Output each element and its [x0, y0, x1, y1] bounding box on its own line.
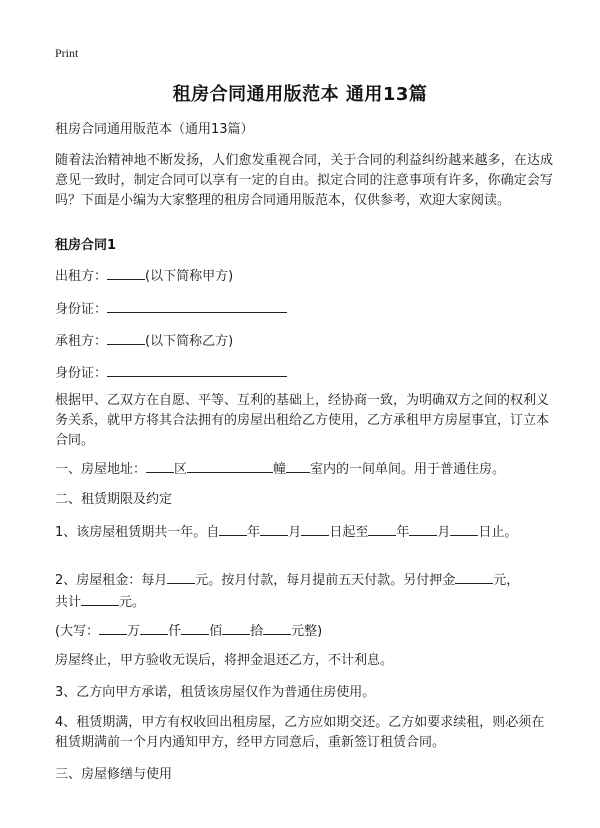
intro-paragraph: 随着法治精神地不断发扬，人们愈发重视合同，关于合同的利益纠纷越来越多，在达成意见一致时，制定合同可以享有一定的自由。拟定合同的注意事项有许多，你确定会写吗？下面是小编为大家整理的租房合同通用版范本，仅供参考，欢迎大家阅读。: [55, 153, 553, 208]
term-blank-year2: [368, 521, 396, 536]
lessor-label: 出租方：: [55, 269, 108, 284]
lessee-id-blank: [107, 362, 287, 377]
capital-blank-qian: [140, 620, 168, 635]
lessee-line: [55, 330, 553, 352]
clause-3: 3、乙方向甲方承诺，租赁该房屋仅作为普通住房使用。: [55, 685, 376, 700]
lessor-blank: [107, 265, 145, 280]
total-blank: [81, 591, 119, 606]
term-blank-year1: [219, 521, 247, 536]
total-label: 共计: [55, 595, 82, 610]
term-day1: 日起至: [329, 525, 369, 540]
address-suffix: 室内的一间单间。用于普通住房。: [310, 462, 506, 477]
capital-wan: 万: [127, 624, 141, 639]
term-paragraph: [55, 521, 553, 543]
term-year2: 年: [396, 525, 410, 540]
document-title: 租房合同通用版范本 通用13篇: [172, 84, 428, 105]
address-blank-1: [146, 458, 174, 473]
address-blank-2: [187, 458, 273, 473]
deposit-unit: 元，: [493, 573, 520, 588]
address-building: 幢: [273, 462, 287, 477]
capital-shi: 拾: [250, 624, 264, 639]
lessee-id-label: 身份证：: [55, 366, 108, 381]
print-link[interactable]: Print: [55, 46, 79, 60]
refund-paragraph: 房屋终止，甲方验收无误后，将押金退还乙方，不计利息。: [55, 653, 394, 668]
lessee-label: 承租方：: [55, 334, 108, 349]
rent-unit: 元。按月付款，每月提前五天付款。另付押金: [195, 573, 456, 588]
capital-amount-line: [55, 620, 553, 642]
lessor-suffix: (以下简称甲方): [145, 269, 234, 284]
term-month1: 月: [288, 525, 302, 540]
term-blank-month2: [409, 521, 437, 536]
document-subtitle: 租房合同通用版范本（通用13篇）: [55, 122, 254, 137]
clause-3-heading: 三、房屋修缮与使用: [55, 767, 173, 782]
lessee-blank: [107, 330, 145, 345]
lessor-id-blank: [107, 298, 287, 313]
capital-blank-shi: [222, 620, 250, 635]
rent-label: 2、房屋租金：每月: [55, 573, 168, 588]
term-month2: 月: [437, 525, 451, 540]
capital-qian: 仟: [168, 624, 182, 639]
lessor-line: [55, 265, 553, 287]
capital-blank-yuan: [263, 620, 291, 635]
term-intro: 1、该房屋租赁期共一年。自: [55, 525, 220, 540]
lessee-id-line: [55, 362, 553, 384]
total-unit: 元。: [119, 595, 146, 610]
clause-2-heading: 二、租赁期限及约定: [55, 492, 173, 507]
rent-paragraph: [55, 569, 553, 613]
capital-blank-bai: [181, 620, 209, 635]
section-heading: 租房合同1: [55, 238, 117, 253]
rent-blank: [167, 569, 195, 584]
term-blank-day1: [301, 521, 329, 536]
lessee-suffix: (以下简称乙方): [145, 334, 234, 349]
capital-end: 元整): [291, 624, 323, 639]
clause-4: 4、租赁期满，甲方有权收回出租房屋，乙方应如期交还。乙方如要求续租，则必须在租赁期满前一个月内通知甲方，经甲方同意后，重新签订租赁合同。: [55, 715, 545, 750]
address-label: 一、房屋地址：: [55, 462, 147, 477]
capital-blank-wan: [99, 620, 127, 635]
capital-open: (大写：: [55, 624, 100, 639]
term-day2: 日止。: [478, 525, 518, 540]
term-blank-month1: [260, 521, 288, 536]
term-year1: 年: [247, 525, 261, 540]
term-blank-day2: [450, 521, 478, 536]
address-blank-3: [286, 458, 310, 473]
address-district: 区: [174, 462, 188, 477]
lessor-id-line: [55, 298, 553, 320]
preamble-paragraph: 根据甲、乙双方在自愿、平等、互利的基础上，经协商一致，为明确双方之间的权利义务关系，就甲方将其合法拥有的房屋出租给乙方使用，乙方承租甲方房屋事宜，订立本合同。: [55, 393, 550, 448]
lessor-id-label: 身份证：: [55, 302, 108, 317]
capital-bai: 佰: [209, 624, 223, 639]
clause-address: [55, 458, 553, 480]
deposit-blank: [455, 569, 493, 584]
